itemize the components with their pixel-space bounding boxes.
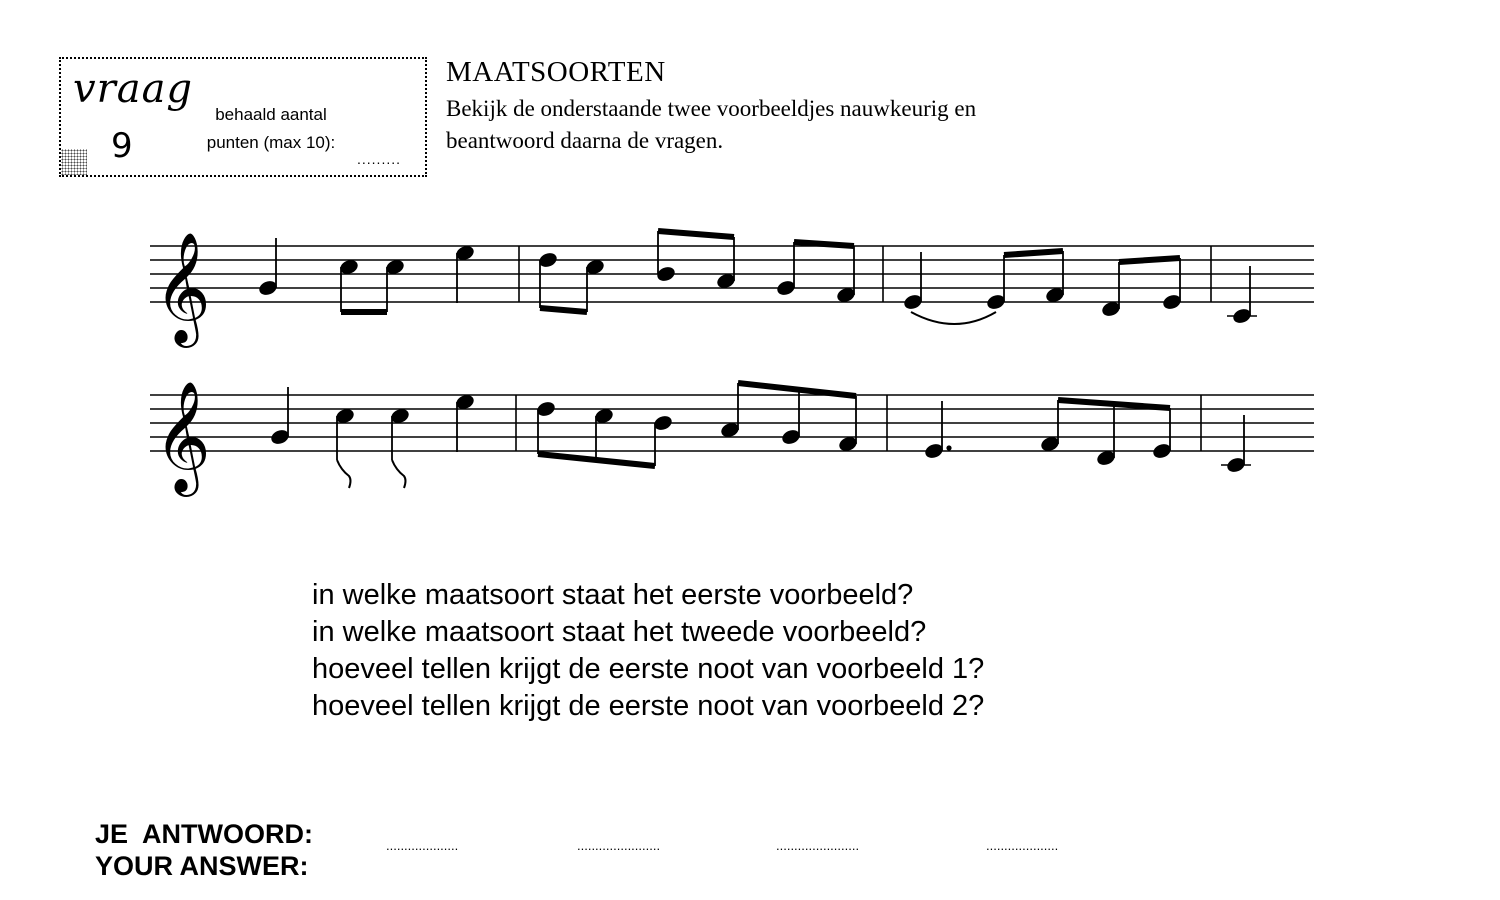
answer-blank-2[interactable]: ....................... — [577, 838, 661, 853]
instruction-line-1: Bekijk de onderstaande twee voorbeeldjes nauwkeurig en — [446, 96, 977, 121]
answer-blank-3[interactable]: ....................... — [776, 838, 860, 853]
beam — [658, 231, 734, 237]
question-2: in welke maatsoort staat het tweede voorbeeld? — [312, 616, 927, 648]
answer-blank-1[interactable]: .................... — [386, 838, 459, 853]
question-word: vraag — [73, 66, 194, 112]
beam — [1058, 400, 1170, 408]
page-title: MAATSOORTEN — [446, 56, 666, 88]
answer-label — [95, 818, 313, 882]
beam — [1004, 251, 1063, 255]
beam — [738, 383, 856, 396]
beam — [540, 308, 587, 312]
note-flag — [392, 460, 406, 488]
score-label-line-1: behaald aantal — [215, 105, 327, 124]
treble-clef-icon: 𝄞 — [154, 231, 211, 343]
score-blank[interactable]: ......... — [357, 151, 402, 167]
answer-label-nl: JE ANTWOORD: — [95, 819, 313, 849]
question-number: 9 — [111, 126, 133, 166]
question-3: hoeveel tellen krijgt de eerste noot van voorbeeld 1? — [312, 653, 985, 685]
instruction-line-2: beantwoord daarna de vragen. — [446, 128, 724, 153]
beam — [794, 242, 854, 246]
staff-example-1 — [150, 231, 1314, 348]
answer-label-en: YOUR ANSWER: — [95, 851, 309, 881]
question-1: in welke maatsoort staat het eerste voorbeeld? — [312, 579, 914, 611]
score-label-line-2: punten (max 10): — [206, 133, 336, 152]
augmentation-dot — [946, 445, 951, 450]
tie — [911, 312, 996, 324]
note-flag — [337, 460, 351, 488]
question-4: hoeveel tellen krijgt de eerste noot van voorbeeld 2? — [312, 690, 985, 722]
answer-blank-4[interactable]: .................... — [986, 838, 1059, 853]
treble-clef-icon: 𝄞 — [154, 380, 211, 492]
question-list — [312, 577, 984, 725]
staff-example-2 — [150, 380, 1314, 497]
beam — [1119, 258, 1180, 262]
